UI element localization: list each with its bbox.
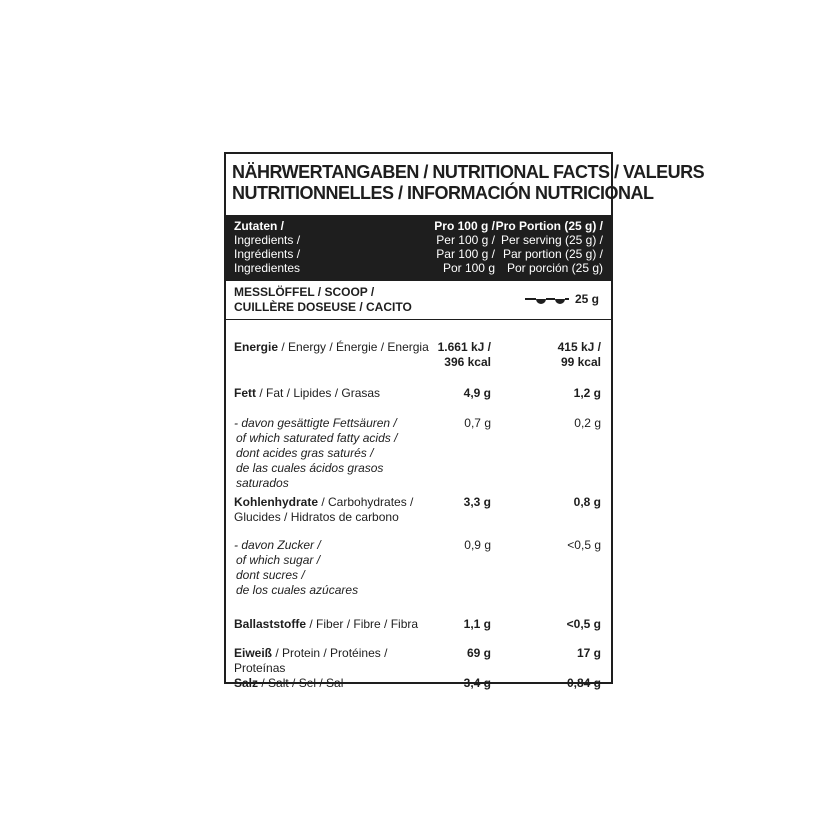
header-per-portion-line: Pro Portion (25 g) / — [495, 219, 603, 233]
table-header — [226, 215, 611, 281]
sub-name-line: dont acides gras saturés / — [236, 446, 374, 460]
title-line-1: NÄHRWERTANGABEN / NUTRITIONAL FACTS / VALEURS — [232, 162, 705, 182]
header-per-100g-line: Por 100 g — [442, 261, 495, 275]
value-per-portion — [491, 340, 603, 370]
nutrient-name-translations: / Protein / Protéines / Proteínas — [234, 646, 388, 675]
table-row — [226, 386, 611, 401]
header-per-portion-line: Por porción (25 g) — [506, 261, 603, 275]
sub-name-line: - davon Zucker / — [234, 538, 321, 552]
nutrient-name-line-2: Glucides / Hidratos de carbono — [234, 510, 399, 524]
value-line: 396 kcal — [444, 355, 491, 369]
value-line: 415 kJ / — [557, 340, 601, 354]
table-row — [226, 676, 611, 691]
value-per-portion: 0,8 g — [573, 495, 601, 509]
nutrient-name — [234, 646, 429, 676]
nutrient-name — [234, 617, 429, 632]
header-per-100g-line: Per 100 g / — [436, 233, 495, 247]
value-per-portion: 1,2 g — [573, 386, 601, 400]
nutrient-sub-name — [234, 538, 429, 598]
nutrient-name-primary: Eiweiß — [234, 646, 273, 660]
scoop-label-line: CUILLÈRE DOSEUSE / CACITO — [234, 300, 412, 314]
nutrient-name — [234, 495, 429, 525]
scoop-icon — [525, 294, 569, 306]
scoop-row — [226, 281, 611, 320]
value-per-portion: 17 g — [576, 646, 601, 660]
nutrient-name-translations: / Fat / Lipides / Grasas — [256, 386, 381, 400]
nutrient-name-translations: / Salt / Sel / Sal — [258, 676, 344, 690]
nutrition-facts-label — [224, 152, 705, 690]
value-per-100g: 1,1 g — [463, 617, 491, 631]
value-per-portion: <0,5 g — [567, 538, 601, 552]
header-per-portion-line: Per serving (25 g) / — [500, 233, 603, 247]
scoop-amount: 25 g — [574, 292, 599, 306]
header-per-portion — [495, 219, 603, 281]
nutrient-name-translations: / Fiber / Fibre / Fibra — [306, 617, 419, 631]
nutrient-name — [234, 340, 429, 370]
header-ingredients-line: Ingrédients / — [234, 247, 301, 261]
header-ingredients-line: Ingredients / — [234, 233, 301, 247]
table-row — [226, 617, 611, 632]
nutrient-name — [234, 386, 429, 401]
nutrient-name-translations: / Carbohydrates / — [318, 495, 414, 509]
nutrient-name-primary: Kohlenhydrate — [234, 495, 319, 509]
sub-name-line: de las cuales ácidos grasos saturados — [236, 461, 384, 490]
sub-name-line: - davon gesättigte Fettsäuren / — [234, 416, 397, 430]
nutrient-sub-name — [234, 416, 429, 491]
nutrient-name-translations: / Energy / Énergie / Energia — [278, 340, 429, 354]
header-ingredients-line: Ingredientes — [234, 261, 301, 275]
table-row — [226, 646, 611, 676]
table-row — [226, 495, 611, 525]
value-per-100g: 3,4 g — [463, 676, 491, 690]
sub-name-line: dont sucres / — [236, 568, 305, 582]
value-per-100g — [429, 340, 491, 370]
header-ingredients-line: Zutaten / — [234, 219, 284, 233]
header-per-100g-line: Pro 100 g / — [434, 219, 495, 233]
value-per-100g: 0,7 g — [464, 416, 491, 430]
header-per-portion-line: Par portion (25 g) / — [502, 247, 603, 261]
header-per-100g-line: Par 100 g / — [436, 247, 495, 261]
scoop-label-line: MESSLÖFFEL / SCOOP / — [234, 285, 375, 299]
nutrient-name-primary: Ballaststoffe — [234, 617, 307, 631]
value-per-100g: 3,3 g — [463, 495, 491, 509]
value-per-portion: <0,5 g — [566, 617, 601, 631]
value-per-portion: 0,2 g — [574, 416, 601, 430]
nutrient-name-primary: Fett — [234, 386, 256, 400]
sub-name-line: of which sugar / — [236, 553, 321, 567]
scoop-amount-wrap — [525, 285, 603, 307]
scoop-label — [234, 285, 525, 315]
table-row — [226, 416, 611, 491]
value-per-100g: 69 g — [466, 646, 491, 660]
sub-name-line: of which saturated fatty acids / — [236, 431, 398, 445]
nutrient-name-primary: Salz — [234, 676, 259, 690]
table-row — [226, 340, 611, 370]
value-per-100g: 0,9 g — [464, 538, 491, 552]
title-line-2: NUTRITIONNELLES / INFORMACIÓN NUTRICIONAL — [232, 183, 654, 203]
header-per-100g — [423, 219, 495, 281]
nutrient-name — [234, 676, 429, 691]
value-line: 99 kcal — [560, 355, 601, 369]
header-ingredients — [234, 219, 423, 281]
value-line: 1.661 kJ / — [437, 340, 491, 354]
sub-name-line: de los cuales azúcares — [236, 583, 359, 597]
table-row — [226, 538, 611, 598]
value-per-100g: 4,9 g — [463, 386, 491, 400]
value-per-portion: 0,84 g — [566, 676, 601, 690]
label-title — [226, 154, 705, 215]
nutrient-name-primary: Energie — [234, 340, 279, 354]
